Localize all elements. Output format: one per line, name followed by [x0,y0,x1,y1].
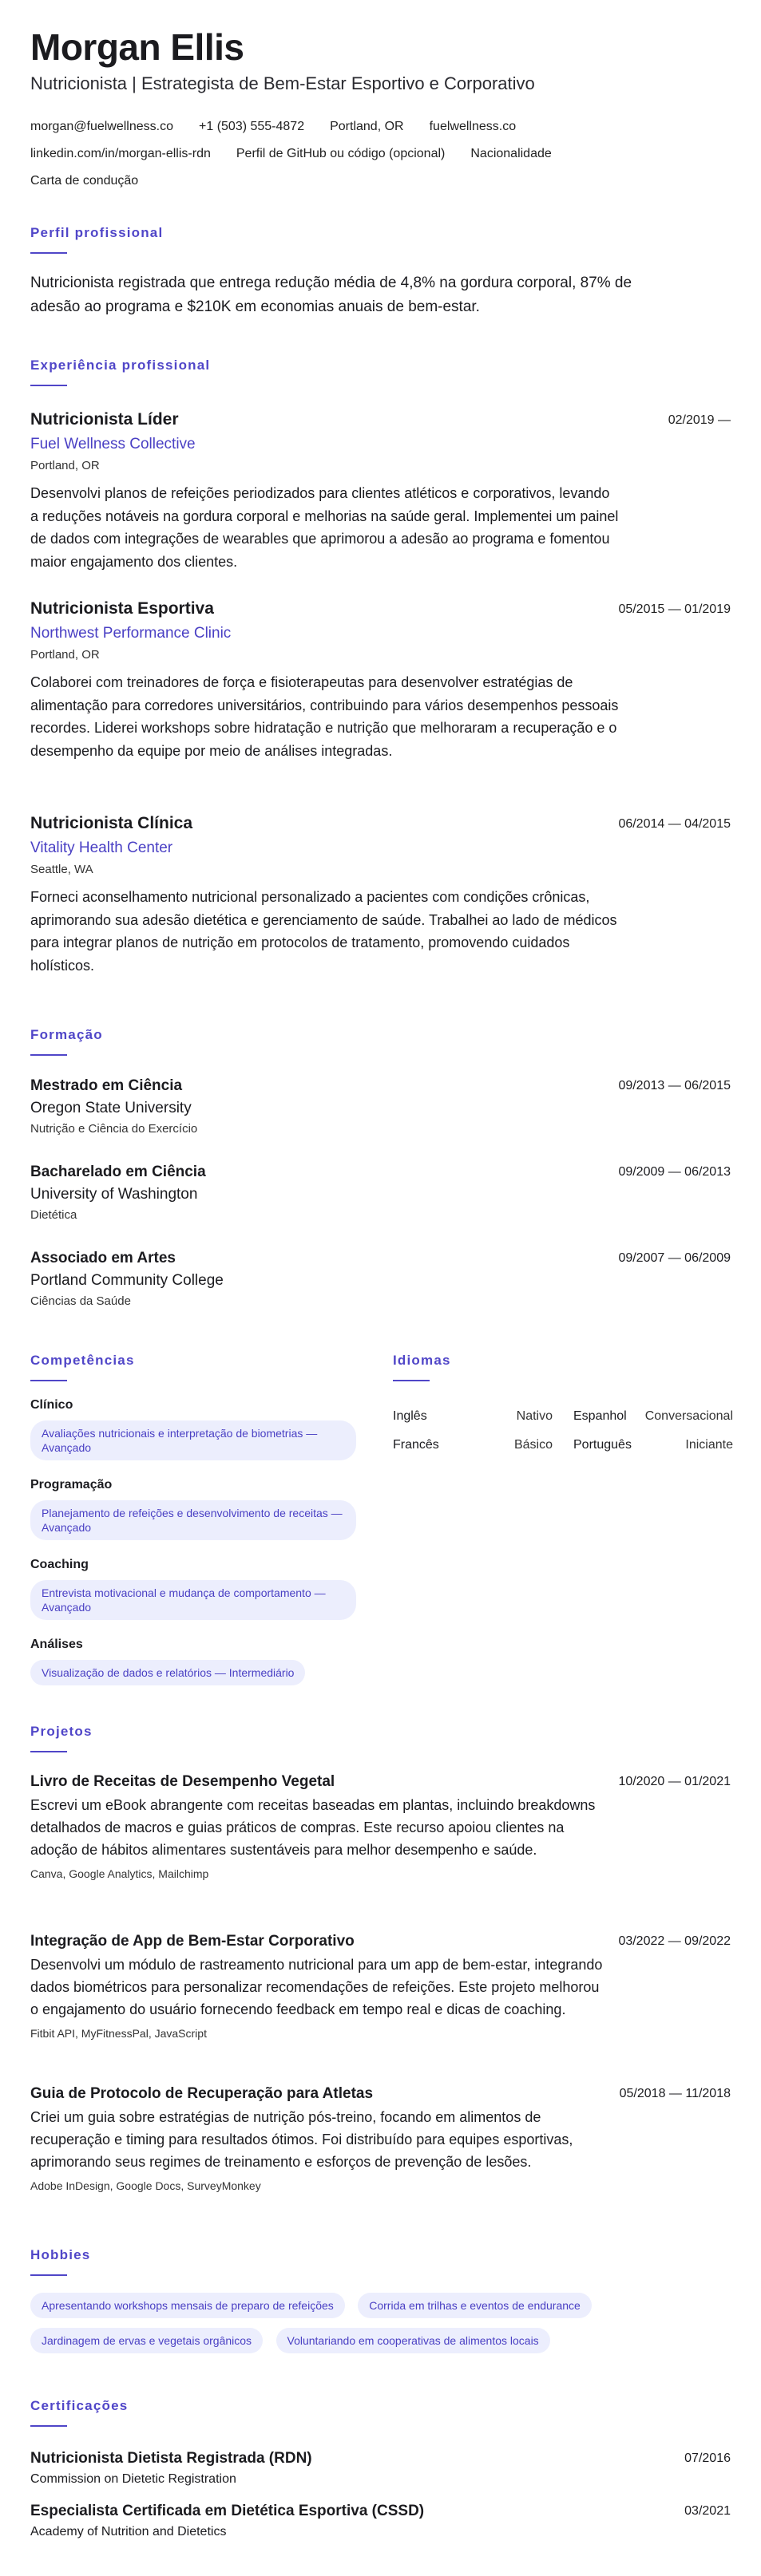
project-description: Escrevi um eBook abrangente com receitas baseadas em plantas, incluindo breakdowns detalhados de macros e guias práticos de compras. Este recurso apoiou clientes na adoção de hábitos alimentares sustentáveis para melhor desempenho e saúde. [30,1797,596,1858]
education-school: Portland Community College [30,1272,224,1289]
section-title-hobbies: Hobbies [30,2247,90,2276]
job-company: Northwest Performance Clinic [30,625,232,642]
certification-date: 07/2016 [684,2452,731,2465]
education-degree: Mestrado em Ciência [30,1077,183,1094]
education-field: Nutrição e Ciência do Exercício [30,1122,198,1136]
summary-text: Nutricionista registrada que entrega redução média de 4,8% na gordura corporal, 87% de adesão ao programa e $210K em economias anuais de bem-estar. [30,275,632,315]
job-dates: 05/2015 — 01/2019 [618,603,731,616]
job-company: Fuel Wellness Collective [30,436,196,452]
job-description: Colaborei com treinadores de força e fisioterapeutas para desenvolver estratégias de alimentação para corredores universitários, contribuindo para vários desempenhos pessoais recordes. Liderei workshops sobre hidratação e nutrição que melhoraram a recuperação e o desempenho da equipe por meio de análises integradas. [30,674,619,759]
contact-location: Portland, OR [330,120,404,133]
skill-tag: Avaliações nutricionais e interpretação de biometrias — Avançado [30,1420,356,1460]
language-name: Espanhol [573,1409,627,1423]
project-entry [30,2085,731,2192]
hobby-tag: Corrida em trilhas e eventos de endurance [358,2293,592,2318]
job-location: Portland, OR [30,648,100,662]
language-item [393,1438,553,1452]
project-title: Guia de Protocolo de Recuperação para Atletas [30,2085,374,2102]
project-dates: 10/2020 — 01/2021 [618,1775,731,1788]
language-item [393,1409,553,1424]
education-entry [30,1077,731,1136]
skill-category: Análises [30,1638,83,1651]
education-dates: 09/2007 — 06/2009 [618,1251,731,1265]
project-title: Integração de App de Bem-Estar Corporativo [30,1933,355,1950]
languages-table [393,1402,733,1460]
education-dates: 09/2009 — 06/2013 [618,1165,731,1179]
project-tools: Fitbit API, MyFitnessPal, JavaScript [30,2027,207,2040]
skill-group [30,1638,366,1685]
contact-github[interactable]: Perfil de GitHub ou código (opcional) [236,147,446,160]
project-entry [30,1933,731,2040]
job-title: Nutricionista Clínica [30,814,193,832]
section-title-summary: Perfil profissional [30,225,163,254]
project-description: Criei um guia sobre estratégias de nutrição pós-treino, focando em alimentos de recuperação e timing para resultados ótimos. Foi distribuído para equipes esportivas, aprimorando seus regimes de treinamento e esforços de prevenção de lesões. [30,2109,573,2170]
job-entry [30,410,731,573]
education-school: Oregon State University [30,1100,192,1116]
job-entry [30,814,731,977]
language-name: Francês [393,1438,439,1452]
skill-group [30,1558,366,1620]
skill-tag: Visualização de dados e relatórios — Intermediário [30,1660,305,1685]
project-entry [30,1773,731,1880]
language-level: Básico [513,1438,553,1452]
skill-group [30,1478,366,1540]
job-title: Nutricionista Líder [30,410,179,429]
language-item [573,1409,733,1424]
certification-name: Nutricionista Dietista Registrada (RDN) [30,2450,312,2467]
job-entry [30,599,731,762]
job-dates: 02/2019 — [668,413,731,427]
section-title-certifications: Certificações [30,2398,128,2427]
candidate-name: Morgan Ellis [30,26,244,68]
contact-driving-license: Carta de condução [30,174,139,188]
headline: Nutricionista | Estrategista de Bem-Estar Esportivo e Corporativo [30,73,535,93]
hobby-tag: Voluntariando em cooperativas de alimentos locais [276,2328,550,2353]
certification-entry [30,2503,731,2539]
hobby-tag: Apresentando workshops mensais de preparo de refeições [30,2293,345,2318]
education-entry [30,1250,731,1308]
skill-category: Programação [30,1478,113,1491]
contact-nationality: Nacionalidade [470,147,552,160]
education-school: University of Washington [30,1186,198,1203]
skill-group [30,1398,366,1460]
project-description: Desenvolvi um módulo de rastreamento nutricional para um app de bem-estar, integrando dados biométricos para personalizar recomendações de refeições. Este projeto melhorou o engajamento do usuário fornecendo feedback em tempo real e dicas de coaching. [30,1957,603,2017]
project-title: Livro de Receitas de Desempenho Vegetal [30,1773,335,1790]
certification-issuer: Commission on Dietetic Registration [30,2472,236,2486]
language-name: Português [573,1438,632,1452]
certification-entry [30,2450,731,2487]
education-degree: Bacharelado em Ciência [30,1164,206,1180]
section-title-skills: Competências [30,1353,135,1381]
section-title-projects: Projetos [30,1724,93,1752]
contact-phone[interactable]: +1 (503) 555-4872 [199,120,305,133]
education-field: Ciências da Saúde [30,1294,131,1308]
certification-issuer: Academy of Nutrition and Dietetics [30,2525,227,2538]
job-location: Portland, OR [30,459,100,472]
education-field: Dietética [30,1208,77,1222]
education-degree: Associado em Artes [30,1250,176,1266]
language-level: Iniciante [685,1438,733,1452]
job-company: Vitality Health Center [30,840,173,856]
skill-tag: Planejamento de refeições e desenvolvimento de receitas — Avançado [30,1500,356,1540]
project-dates: 03/2022 — 09/2022 [618,1934,731,1948]
contact-email[interactable]: morgan@fuelwellness.co [30,120,173,133]
language-level: Conversacional [644,1409,733,1423]
language-item [573,1438,733,1452]
skill-category: Clínico [30,1398,73,1412]
job-description: Forneci aconselhamento nutricional personalizado a pacientes com condições crônicas, aprimorando sua adesão dietética e gerenciamento de saúde. Trabalhei ao lado de médicos para integrar planos de nutrição em protocolos de tratamento, promovendo cuidados holísticos. [30,889,617,974]
language-level: Nativo [516,1409,553,1423]
project-dates: 05/2018 — 11/2018 [619,2087,731,2100]
project-tools: Canva, Google Analytics, Mailchimp [30,1867,209,1880]
job-dates: 06/2014 — 04/2015 [618,817,731,831]
skill-tag: Entrevista motivacional e mudança de comportamento — Avançado [30,1580,356,1620]
skill-category: Coaching [30,1558,89,1571]
job-description: Desenvolvi planos de refeições periodizados para clientes atléticos e corporativos, levando a reduções notáveis na gordura corporal e melhorias na saúde geral. Implementei um painel de dados com integrações de wearables que aprimorou a adesão ao programa e fomentou maior engajamento dos clientes. [30,485,619,570]
certification-name: Especialista Certificada em Dietética Esportiva (CSSD) [30,2503,425,2519]
contact-website[interactable]: fuelwellness.co [429,120,517,133]
hobby-tag: Jardinagem de ervas e vegetais orgânicos [30,2328,263,2353]
contact-linkedin[interactable]: linkedin.com/in/morgan-ellis-rdn [30,147,211,160]
education-entry [30,1164,731,1222]
job-location: Seattle, WA [30,863,93,876]
job-title: Nutricionista Esportiva [30,599,214,618]
section-title-education: Formação [30,1027,103,1056]
certification-date: 03/2021 [684,2504,731,2518]
section-title-experience: Experiência profissional [30,358,210,386]
language-name: Inglês [393,1409,427,1423]
education-dates: 09/2013 — 06/2015 [618,1079,731,1092]
section-title-languages: Idiomas [393,1353,451,1381]
project-tools: Adobe InDesign, Google Docs, SurveyMonkey [30,2179,261,2192]
hobbies-list [30,2293,731,2363]
contact-list [30,113,733,195]
